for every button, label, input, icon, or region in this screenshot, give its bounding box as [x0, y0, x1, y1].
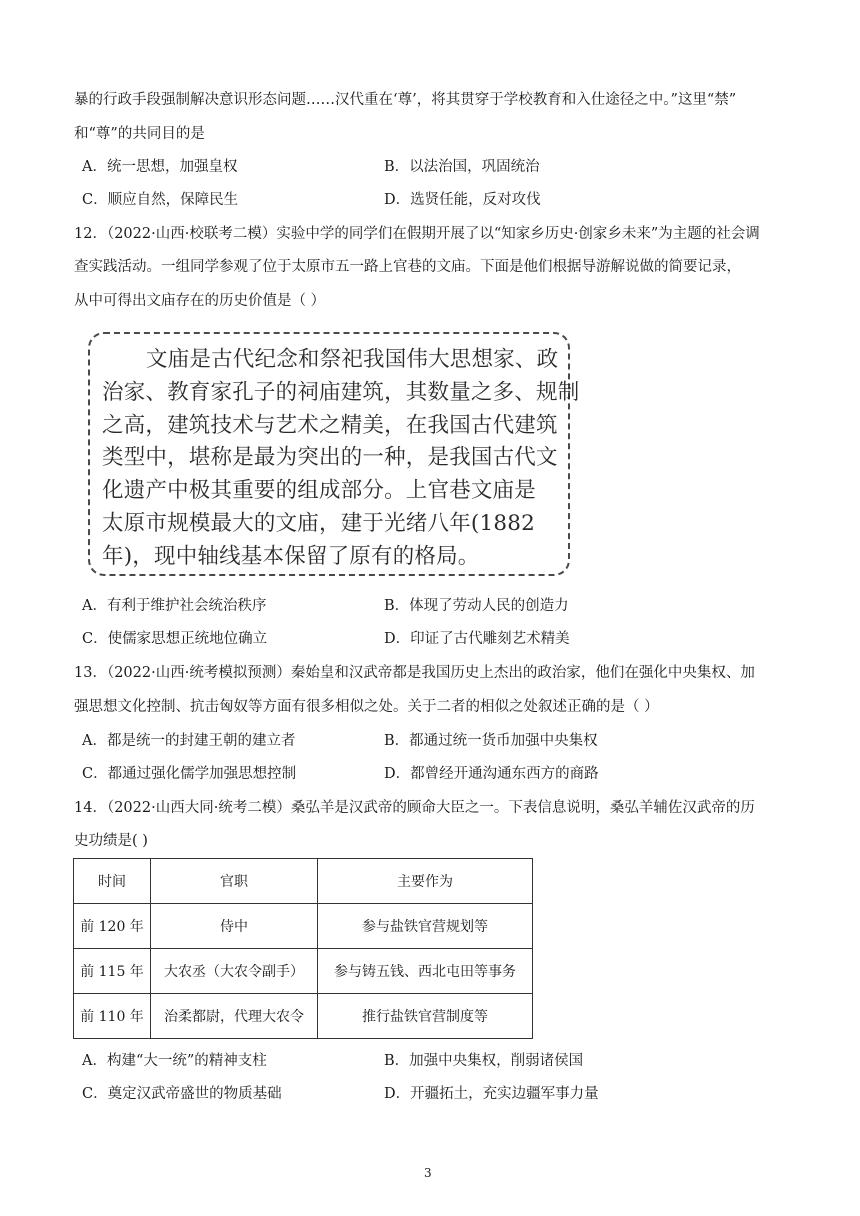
page-number: 3 [424, 1166, 432, 1180]
note-line: 太原市规模最大的文庙，建于光绪八年(1882 [102, 510, 536, 536]
q13-stem-line-1: 13．（2022·山西·统考模拟预测）秦始皇和汉武帝都是我国历史上杰出的政治家，他们在强化中央集权、加 [74, 665, 755, 681]
q12-stem-line-3: 从中可得出文庙存在的历史价值是（ ） [74, 293, 326, 309]
table-cell: 前 120 年 [74, 904, 151, 949]
note-line: 年)，现中轴线基本保留了原有的格局。 [102, 543, 480, 569]
table-cell: 前 110 年 [74, 994, 151, 1039]
q12-stem-line-2: 查实践活动。一组同学参观了位于太原市五一路上官巷的文庙。下面是他们根据导游解说做的简要记录， [74, 259, 741, 275]
table-header-cell: 时间 [74, 859, 151, 904]
intro-text-line-1: 暴的行政手段强制解决意识形态问题……汉代重在‘尊’，将其贯穿于学校教育和入仕途径之中。”这里“禁” [74, 92, 737, 108]
q14-table [73, 858, 533, 1039]
q13-option-b: B．都通过统一货币加强中央集权 [384, 733, 598, 749]
note-line: 化遗产中极其重要的组成部分。上官巷文庙是 [102, 478, 537, 504]
table-cell: 治柔都尉，代理大农令 [151, 994, 318, 1039]
table-header-cell: 主要作为 [318, 859, 533, 904]
note-line: 文庙是古代纪念和祭祀我国伟大思想家、政 [146, 347, 559, 372]
q14-option-d: D．开疆拓土，充实边疆军事力量 [384, 1086, 599, 1102]
table-cell: 参与盐铁官营规划等 [318, 904, 533, 949]
q11-option-c: C．顺应自然，保障民生 [82, 192, 239, 208]
table-cell: 大农丞（大农令副手） [151, 949, 318, 994]
table-header-row [74, 859, 533, 904]
note-line: 类型中，堪称是最为突出的一种，是我国古代文 [102, 445, 558, 471]
table-cell: 参与铸五钱、西北屯田等事务 [318, 949, 533, 994]
q13-stem-line-2: 强思想文化控制、抗击匈奴等方面有很多相似之处。关于二者的相似之处叙述正确的是（ ） [74, 699, 659, 715]
q12-option-d: D．印证了古代雕刻艺术精美 [384, 631, 570, 647]
table-row [74, 949, 533, 994]
q13-option-d: D．都曾经开通沟通东西方的商路 [384, 766, 599, 782]
q12-stem-line-1: 12．（2022·山西·校联考二模）实验中学的同学们在假期开展了以“知家乡历史·创家乡未来”为主题的社会调 [74, 226, 760, 242]
q12-note-box [88, 332, 580, 576]
q13-option-c: C．都通过强化儒学加强思想控制 [82, 766, 297, 782]
q11-option-d: D．选贤任能，反对攻伐 [384, 192, 541, 208]
q11-option-b: B．以法治国，巩固统治 [384, 159, 540, 175]
q14-option-a: A．构建“大一统”的精神支柱 [82, 1053, 267, 1069]
table-row [74, 904, 533, 949]
table-row [74, 994, 533, 1039]
intro-text-line-2: 和“尊”的共同目的是 [74, 126, 205, 142]
q13-option-a: A．都是统一的封建王朝的建立者 [82, 733, 296, 749]
note-line: 之高，建筑技术与艺术之精美，在我国古代建筑 [102, 412, 558, 438]
table-header-cell: 官职 [151, 859, 318, 904]
table-cell: 推行盐铁官营制度等 [318, 994, 533, 1039]
note-line: 治家、教育家孔子的祠庙建筑，其数量之多、规制 [102, 379, 580, 405]
q12-option-a: A．有利于维护社会统治秩序 [82, 598, 267, 614]
table-cell: 前 115 年 [74, 949, 151, 994]
q12-option-c: C．使儒家思想正统地位确立 [82, 631, 268, 647]
q14-stem-line-2: 史功绩是( ) [74, 833, 148, 849]
table-cell: 侍中 [151, 904, 318, 949]
q12-option-b: B．体现了劳动人民的创造力 [384, 598, 569, 614]
q14-stem-line-1: 14．（2022·山西大同·统考二模）桑弘羊是汉武帝的顾命大臣之一。下表信息说明，桑弘羊辅佐汉武帝的历 [74, 800, 755, 816]
q11-option-a: A．统一思想，加强皇权 [82, 159, 238, 175]
q14-option-b: B．加强中央集权，削弱诸侯国 [384, 1053, 584, 1069]
q14-option-c: C．奠定汉武帝盛世的物质基础 [82, 1086, 282, 1102]
